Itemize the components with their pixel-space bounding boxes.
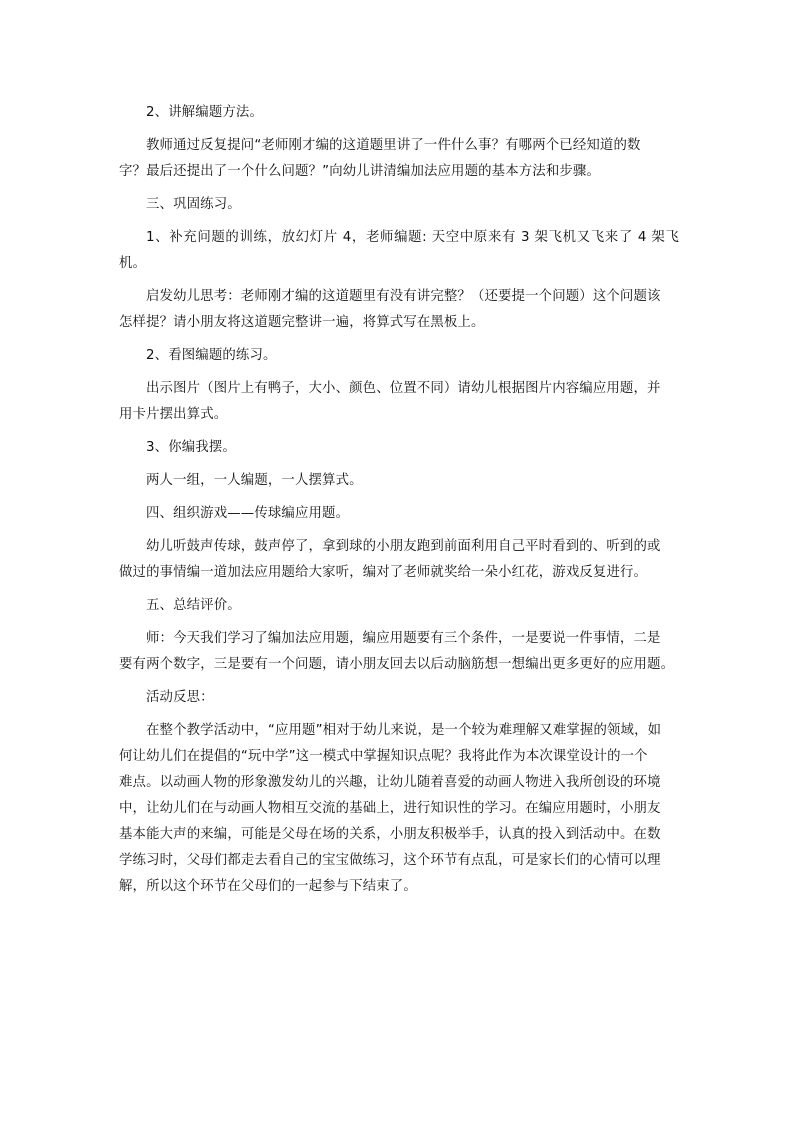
section-heading-explain-method: [119, 100, 679, 126]
text-line: 学练习时，父母们都走去看自己的宝宝做练习，这个环节有点乱，可是家长们的心情可以理: [119, 853, 661, 868]
text-line: 何让幼儿们在提倡的“玩中学”这一模式中掌握知识点呢？我将此作为本次课堂设计的一个: [119, 749, 648, 764]
section-heading-summary: [119, 593, 679, 619]
text-line: 教师通过反复提问“老师刚才编的这道题里讲了一件什么事？有哪两个已经知道的数: [146, 138, 641, 153]
paragraph-teacher-summary: [119, 626, 679, 678]
text-line: 2、讲解编题方法。: [146, 105, 263, 120]
text-line: 在整个教学活动中，“应用题”相对于幼儿来说，是一个较为难理解又难掌握的领域，如: [146, 723, 662, 738]
paragraph-teacher-questions: [119, 133, 679, 185]
section-heading-game: [119, 501, 679, 527]
document-body: [119, 100, 679, 900]
text-line: 怎样提？请小朋友将这道题完整讲一遍，将算式写在黑板上。: [119, 315, 485, 330]
text-line: 出示图片（图片上有鸭子，大小、颜色、位置不同）请幼儿根据图片内容编应用题，并: [146, 381, 661, 396]
paragraph-inspire-thinking: [119, 284, 679, 336]
section-heading-you-make-i-place: [119, 435, 679, 461]
text-line: 字？最后还提出了一个什么问题？”向幼儿讲清编加法应用题的基本方法和步骤。: [119, 164, 601, 179]
paragraph-drum-ball-game: [119, 534, 679, 586]
section-heading-reflection: [119, 685, 679, 711]
text-line: 用卡片摆出算式。: [119, 407, 228, 422]
text-line: 五、总结评价。: [146, 598, 241, 613]
text-line: 启发幼儿思考：老师刚才编的这道题里有没有讲完整？（还要提一个问题）这个问题该: [146, 289, 661, 304]
paragraph-pairs: [119, 468, 679, 494]
text-line: 要有两个数字，三是要有一个问题，请小朋友回去以后动脑筋想一想编出更多更好的应用题。: [119, 657, 675, 672]
text-line: 解，所以这个环节在父母们的一起参与下结束了。: [119, 879, 417, 894]
section-heading-picture-practice: [119, 343, 679, 369]
text-line: 活动反思：: [146, 690, 214, 705]
text-line: 师：今天我们学习了编加法应用题，编应用题要有三个条件，一是要说一件事情，二是: [146, 631, 661, 646]
text-line: 做过的事情编一道加法应用题给大家听，编对了老师就奖给一朵小红花，游戏反复进行。: [119, 565, 648, 580]
text-line: 三、巩固练习。: [146, 197, 241, 212]
text-line: 两人一组，一人编题，一人摆算式。: [146, 473, 363, 488]
paragraph-show-picture: [119, 376, 679, 428]
paragraph-reflection: [119, 718, 679, 900]
section-heading-practice: [119, 192, 679, 218]
text-line: 四、组织游戏——传球编应用题。: [146, 506, 350, 521]
text-line: 3、你编我摆。: [146, 440, 236, 455]
paragraph-supplement-question: [119, 225, 679, 277]
text-line: 难点。以动画人物的形象激发幼儿的兴趣，让幼儿随着喜爱的动画人物进入我所创设的环境: [119, 775, 661, 790]
text-line: 幼儿听鼓声传球，鼓声停了，拿到球的小朋友跑到前面利用自己平时看到的、听到的或: [146, 539, 661, 554]
text-line: 基本能大声的来编，可能是父母在场的关系，小朋友积极举手，认真的投入到活动中。在数: [119, 827, 661, 842]
text-line: 1、补充问题的训练，放幻灯片 4，老师编题: 天空中原来有 3 架飞机又飞来了 4 架飞机。: [119, 230, 679, 271]
text-line: 2、看图编题的练习。: [146, 348, 277, 363]
text-line: 中，让幼儿们在与动画人物相互交流的基础上，进行知识性的学习。在编应用题时，小朋友: [119, 801, 661, 816]
